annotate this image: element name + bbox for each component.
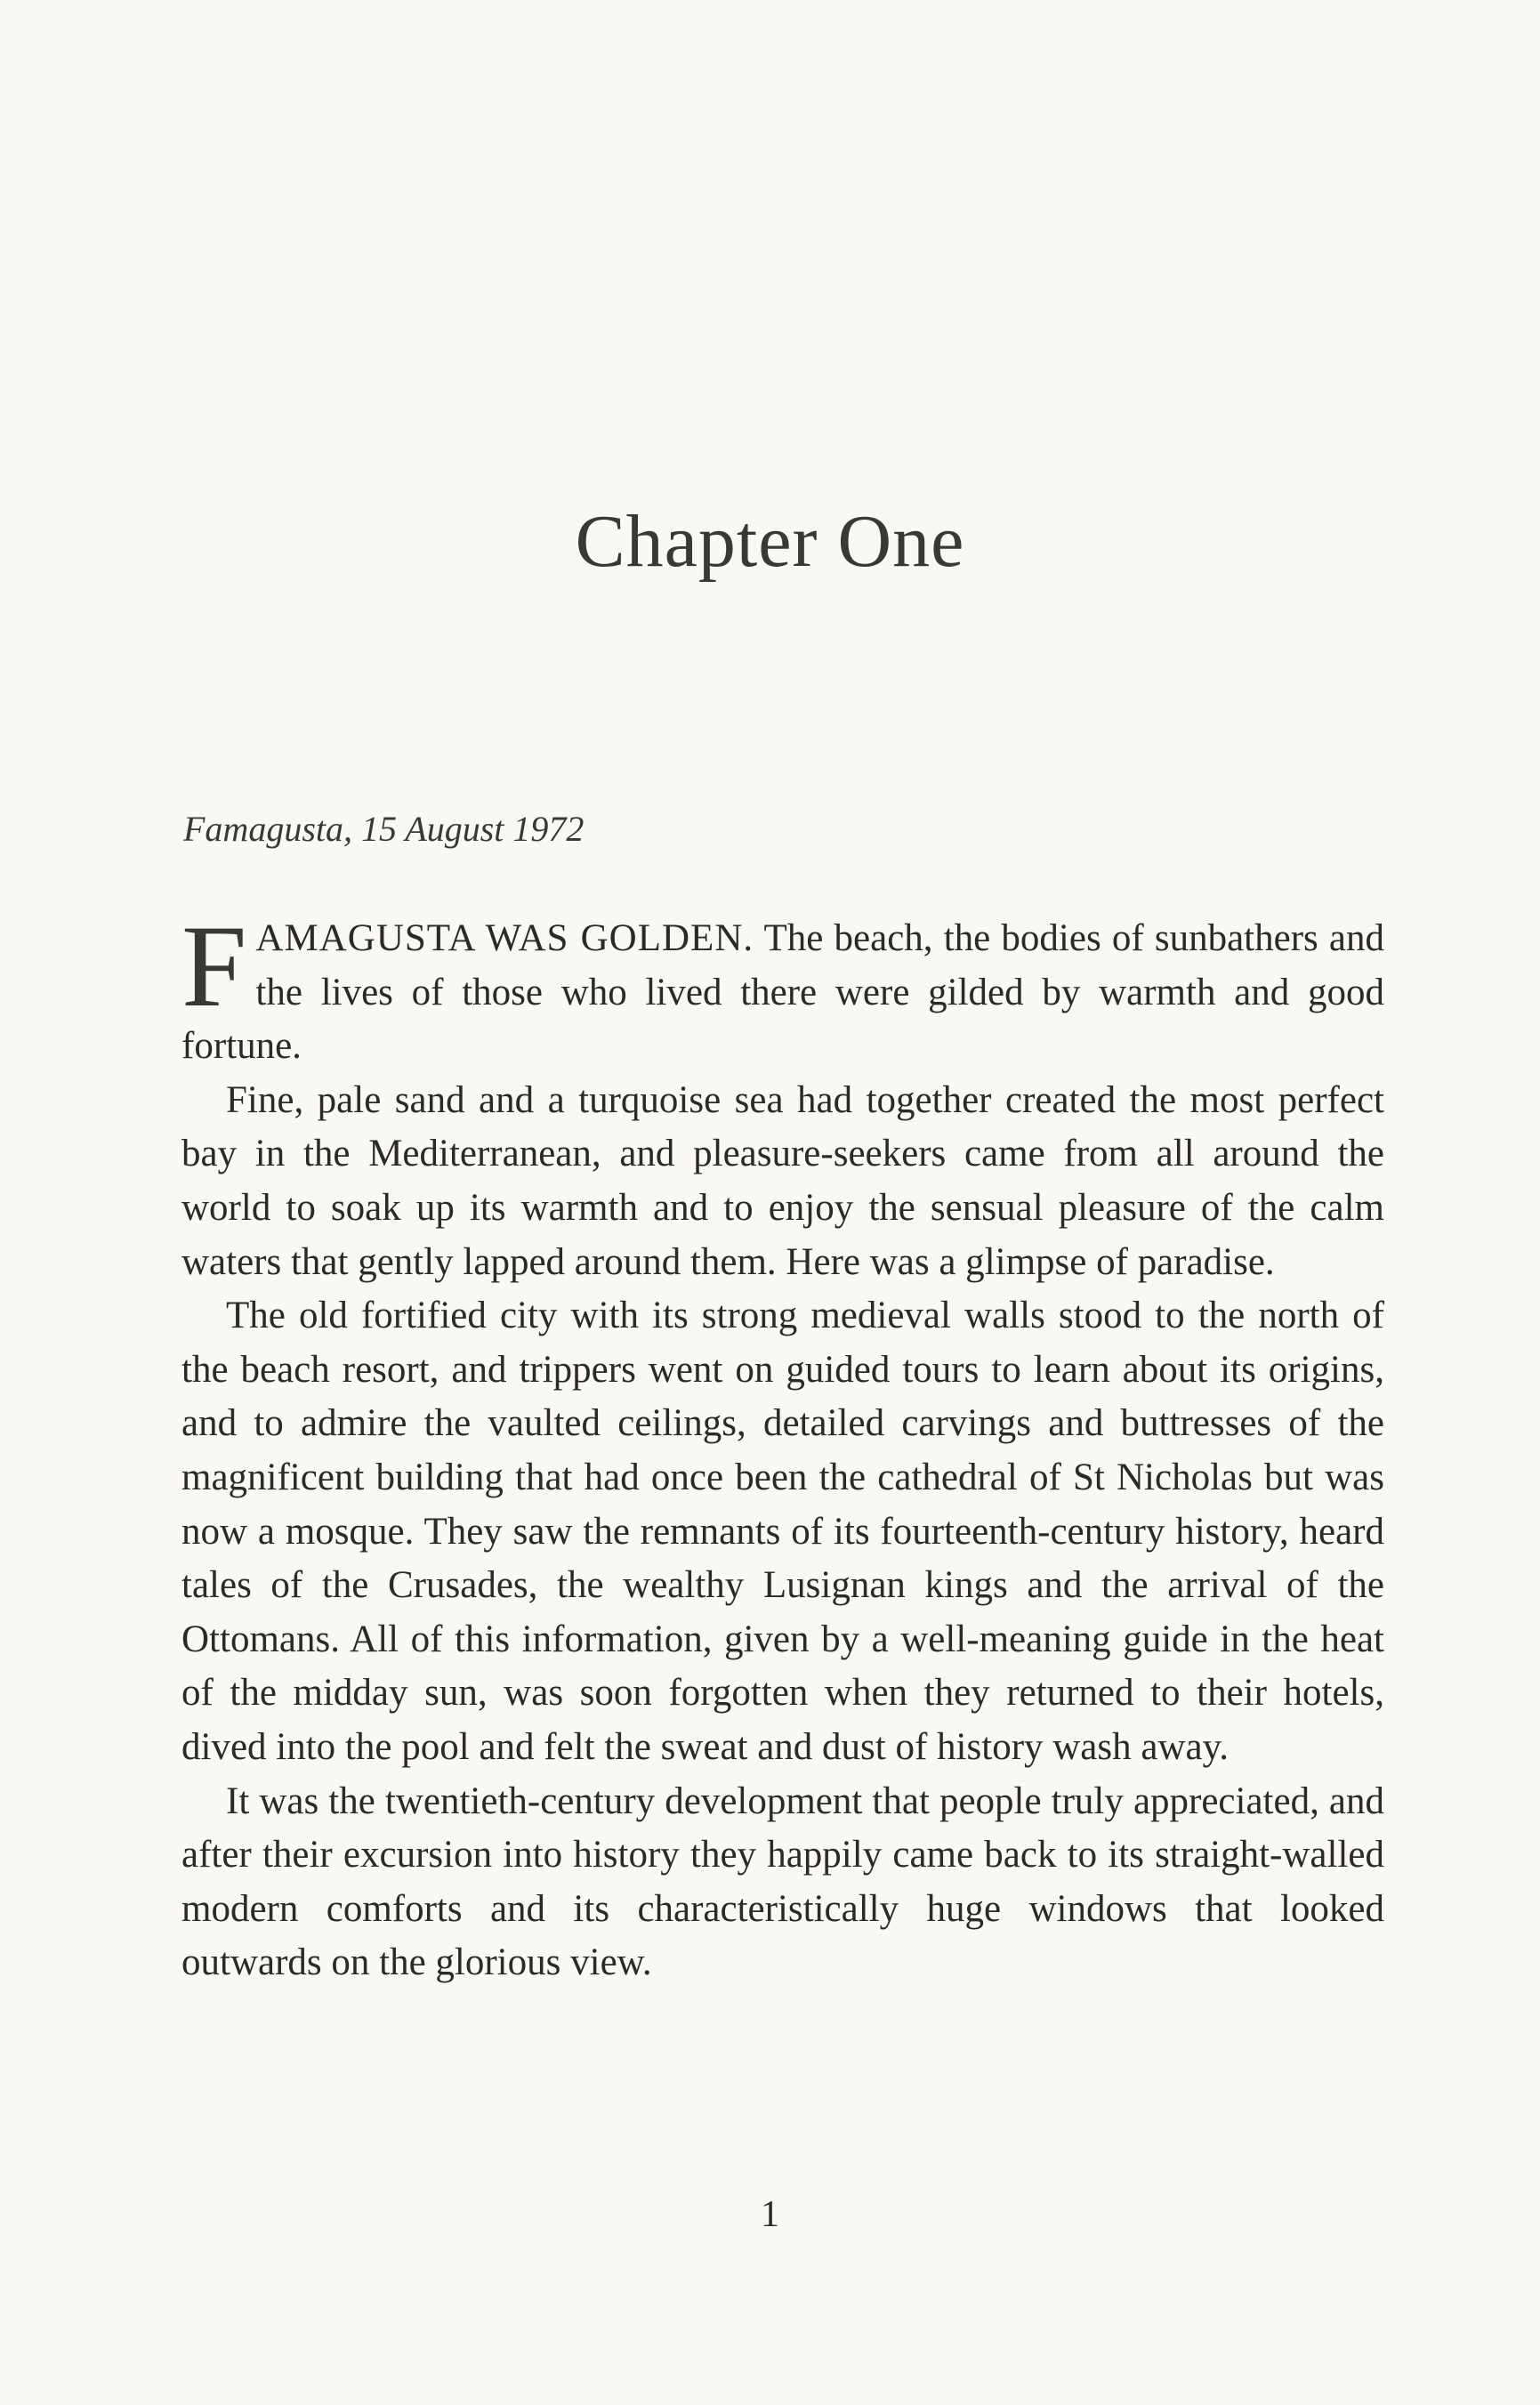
dateline: Famagusta, 15 August 1972 [183, 809, 585, 849]
opening-small-caps: AMAGUSTA WAS GOLDEN. [255, 917, 754, 959]
drop-cap: F [181, 900, 247, 1031]
paragraph-3: The old fortified city with its strong medieval walls stood to the north of the beach resort, and trippers went on guided tours to learn about its origins, and to admire the vaulted ceilings, detailed carvings and buttresses of the magnificent building that had once been the cathedral of St Nicholas but was now a mosque. They saw the remnants of its fourteenth-century history, heard tales of the Crusades, the wealthy Lusignan kings and the arrival of the Ottomans. All of this information, given by a well-meaning guide in the heat of the midday sun, was soon forgotten when they returned to their hotels, dived into the pool and felt the sweat and dust of history wash away. [181, 1295, 1384, 1768]
body-text [181, 900, 1384, 1990]
paragraph-1 [181, 900, 1384, 1074]
paragraph-4: It was the twentieth-century development that people truly appreciated, and after their excursion into history they happily came back to its straight-walled modern comforts and its characteristically huge windows that looked outwards on the glorious view. [181, 1780, 1384, 1984]
paragraph-2: Fine, pale sand and a turquoise sea had together created the most perfect bay in the Mediterranean, and pleasure-seekers came from all around the world to soak up its warmth and to enjoy the sensual pleasure of the calm waters that gently lapped around them. Here was a glimpse of paradise. [181, 1078, 1384, 1283]
chapter-title: Chapter One [575, 500, 965, 583]
paragraph-1-text: The beach, the bodies of sunbathers and the lives of those who lived there were gilded by warmth and good fortune. [181, 917, 1384, 1068]
page-number: 1 [761, 2194, 779, 2235]
